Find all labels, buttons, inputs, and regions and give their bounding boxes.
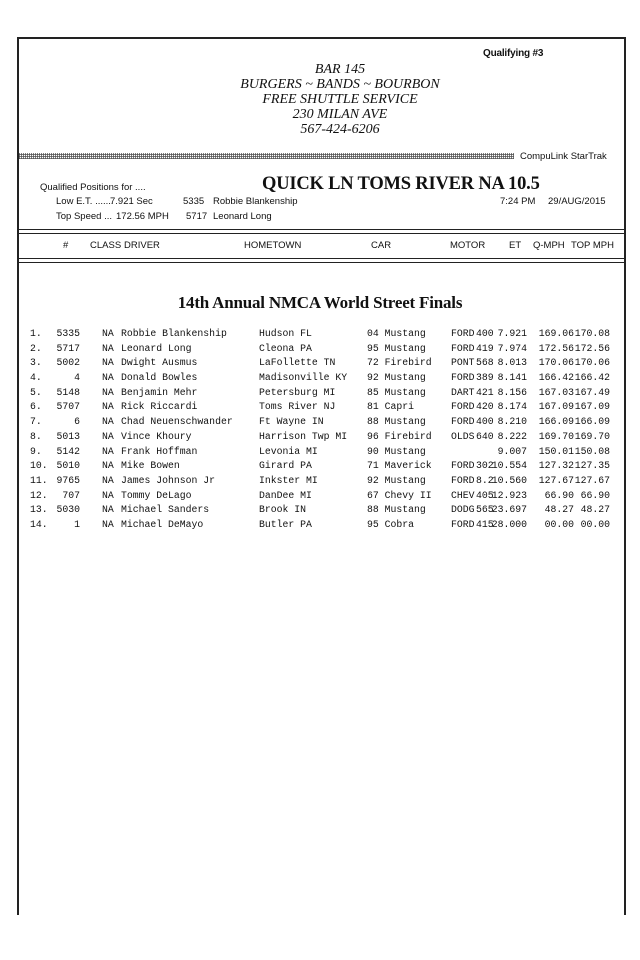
cell-car: 92 Mustang [367,372,426,384]
cell-qmph: 167.03 [538,386,574,398]
cell-top-mph: 170.06 [574,357,610,369]
cell-car: 88 Mustang [367,416,426,428]
sponsor-line: FREE SHUTTLE SERVICE [262,92,418,107]
table-row [0,342,640,357]
cell-qmph: 167.09 [538,401,574,413]
cell-car-number: 5030 [56,504,80,516]
cell-top-mph: 169.70 [574,430,610,442]
cell-driver: Benjamin Mehr [121,386,198,398]
cell-driver: Robbie Blankenship [121,328,227,339]
cell-motor-ci: 405 [476,489,494,501]
table-row [0,356,640,371]
cell-hometown: DanDee MI [259,489,312,501]
cell-qmph: 150.01 [538,445,574,457]
cell-motor-make: OLDS [451,430,475,442]
table-row [0,459,640,474]
col-header-hometown: HOMETOWN [244,240,302,251]
cell-position: 8. [30,430,42,442]
cell-class: NA [102,460,114,472]
cell-motor-ci: 568 [476,357,494,369]
cell-qmph: 166.09 [538,416,574,428]
cell-class: NA [102,445,114,457]
cell-motor-make: FORD [451,474,475,486]
cell-top-mph: 166.09 [574,416,610,428]
cell-hometown: Butler PA [259,518,312,530]
cell-qmph: 172.56 [538,342,574,354]
sponsor-line: 567-424-6206 [300,122,380,137]
col-header-et: ET [509,240,522,251]
top-speed-driver: Leonard Long [213,211,272,222]
table-row [0,445,640,460]
cell-car-number: 5707 [56,401,80,413]
cell-car: 95 Mustang [367,342,426,354]
table-row [0,327,640,342]
cell-car: 92 Mustang [367,474,426,486]
section-title: 14th Annual NMCA World Street Finals [177,293,463,312]
cell-car-number: 5335 [56,328,80,339]
cell-top-mph: 48.27 [580,504,610,516]
cell-driver: Michael DeMayo [121,518,204,530]
cell-driver: Mike Bowen [121,460,180,472]
cell-car: 96 Firebird [367,430,432,442]
table-row [0,386,640,401]
cell-et: 8.174 [497,401,527,413]
cell-position: 12. [30,489,48,501]
cell-top-mph: 167.09 [574,401,610,413]
cell-hometown: Hudson FL [259,328,312,339]
col-header-qmph: Q-MPH [533,240,565,251]
col-header-top-mph: TOP MPH [571,240,614,251]
cell-motor-ci: 420 [476,401,494,413]
cell-driver: Frank Hoffman [121,445,198,457]
cell-top-mph: 127.35 [574,460,610,472]
cell-car: 71 Maverick [367,460,432,472]
cell-class: NA [102,342,114,354]
cell-top-mph: 66.90 [580,489,610,501]
header-rule [19,258,624,259]
cell-et: 12.923 [491,489,527,501]
time-stamp: 7:24 PM [500,196,536,207]
cell-car: 95 Cobra [367,518,415,530]
cell-motor-make: DART [451,386,475,398]
cell-hometown: Girard PA [259,460,312,472]
low-et-label: Low E.T. ....... [56,196,114,207]
col-header-driver: DRIVER [124,240,160,251]
top-speed-label: Top Speed ... [56,211,112,222]
cell-position: 5. [30,386,42,398]
cell-position: 2. [30,342,42,354]
cell-car-number: 9765 [56,474,80,486]
cell-class: NA [102,518,114,530]
cell-et: 10.560 [491,474,527,486]
header-rule [19,229,624,230]
cell-motor-ci: 421 [476,386,494,398]
cell-motor-ci: 8.2 [476,474,494,486]
top-speed-number: 5717 [186,211,208,222]
cell-hometown: Inkster MI [259,474,318,486]
cell-car-number: 707 [62,489,80,501]
cell-car-number: 5010 [56,460,80,472]
cell-position: 13. [30,504,48,516]
cell-position: 1. [30,328,42,339]
cell-driver: Donald Bowles [121,372,198,384]
cell-motor-ci: 419 [476,342,494,354]
cell-top-mph: 127.67 [574,474,610,486]
cell-class: NA [102,416,114,428]
cell-motor-make: FORD [451,416,475,428]
cell-motor-ci: 640 [476,430,494,442]
cell-position: 14. [30,518,48,530]
cell-motor-ci: 400 [476,328,494,339]
cell-driver: Leonard Long [121,342,192,354]
cell-car: 85 Mustang [367,386,426,398]
cell-et: 23.697 [491,504,527,516]
cell-driver: Rick Riccardi [121,401,198,413]
cell-top-mph: 166.42 [574,372,610,384]
cell-qmph: 127.32 [538,460,574,472]
cell-top-mph: 172.56 [574,342,610,354]
cell-hometown: Brook IN [259,504,307,516]
sponsor-line: BURGERS ~ BANDS ~ BOURBON [240,77,440,92]
cell-qmph: 169.70 [538,430,574,442]
table-row [0,489,640,504]
cell-car: 04 Mustang [367,328,426,339]
cell-driver: Vince Khoury [121,430,192,442]
cell-qmph: 169.06 [538,328,574,339]
header-rule [19,233,624,234]
cell-class: NA [102,489,114,501]
cell-et: 9.007 [497,445,527,457]
cell-class: NA [102,357,114,369]
low-et-value: 7.921 Sec [110,196,153,207]
cell-car-number: 5013 [56,430,80,442]
cell-motor-make: FORD [451,460,475,472]
cell-top-mph: 00.00 [580,518,610,530]
cell-car-number: 6 [74,416,80,428]
cell-qmph: 170.06 [538,357,574,369]
cell-hometown: Madisonville KY [259,372,348,384]
low-et-driver: Robbie Blankenship [213,196,298,207]
cell-position: 7. [30,416,42,428]
cell-driver: Chad Neuenschwander [121,416,233,428]
cell-et: 28.000 [491,518,527,530]
cell-et: 7.921 [497,328,527,339]
cell-et: 8.156 [497,386,527,398]
cell-motor-make: PONT [451,357,475,369]
cell-et: 8.222 [497,430,527,442]
table-row [0,474,640,489]
cell-class: NA [102,430,114,442]
cell-class: NA [102,401,114,413]
cell-driver: Dwight Ausmus [121,357,198,369]
top-speed-value: 172.56 MPH [116,211,169,222]
cell-driver: Michael Sanders [121,504,210,516]
cell-car-number: 5142 [56,445,80,457]
cell-class: NA [102,372,114,384]
cell-motor-make: FORD [451,401,475,413]
cell-hometown: Harrison Twp MI [259,430,348,442]
table-row [0,518,640,533]
cell-hometown: LaFollette TN [259,357,336,369]
cell-class: NA [102,474,114,486]
cell-class: NA [102,504,114,516]
cell-position: 10. [30,460,48,472]
table-row [0,503,640,518]
cell-motor-make: CHEV [451,489,475,501]
cell-motor-make: DODG [451,504,475,516]
cell-et: 8.210 [497,416,527,428]
cell-hometown: Cleona PA [259,342,312,354]
table-row [0,400,640,415]
cell-et: 8.013 [497,357,527,369]
cell-position: 11. [30,474,48,486]
cell-motor-make: FORD [451,518,475,530]
cell-motor-make: FORD [451,372,475,384]
cell-car: 81 Capri [367,401,415,413]
cell-qmph: 66.90 [544,489,574,501]
cell-hometown: Petersburg MI [259,386,336,398]
qualified-positions-label: Qualified Positions for .... [40,182,146,193]
col-header-class: CLASS [90,240,122,251]
col-header-motor: MOTOR [450,240,486,251]
cell-motor-ci: 400 [476,416,494,428]
col-header-number: # [63,240,69,251]
frame-top-border [17,37,626,39]
table-row [0,415,640,430]
col-header-car: CAR [371,240,392,251]
low-et-number: 5335 [183,196,205,207]
cell-motor-ci: 389 [476,372,494,384]
cell-motor-ci: 565 [476,504,494,516]
cell-et: 8.141 [497,372,527,384]
cell-motor-ci: 415 [476,518,494,530]
cell-et: 7.974 [497,342,527,354]
cell-car: 72 Firebird [367,357,432,369]
cell-car-number: 5002 [56,357,80,369]
date-stamp: 29/AUG/2015 [548,196,606,207]
cell-driver: James Johnson Jr [121,474,216,486]
cell-driver: Tommy DeLago [121,489,192,501]
cell-car-number: 4 [74,372,80,384]
cell-position: 4. [30,372,42,384]
cell-qmph: 127.67 [538,474,574,486]
cell-top-mph: 170.08 [574,328,610,339]
cell-qmph: 166.42 [538,372,574,384]
cell-position: 6. [30,401,42,413]
cell-motor-make: FORD [451,328,475,339]
qualifying-label: Qualifying #3 [483,48,544,59]
cell-top-mph: 150.08 [574,445,610,457]
cell-qmph: 48.27 [544,504,574,516]
cell-car: 90 Mustang [367,445,426,457]
cell-position: 9. [30,445,42,457]
cell-et: 10.554 [491,460,527,472]
header-rule [19,262,624,263]
cell-hometown: Levonia MI [259,445,318,457]
cell-motor-make: FORD [451,342,475,354]
cell-car: 88 Mustang [367,504,426,516]
cell-top-mph: 167.49 [574,386,610,398]
cell-car-number: 5148 [56,386,80,398]
cell-position: 3. [30,357,42,369]
cell-hometown: Toms River NJ [259,401,336,413]
cell-hometown: Ft Wayne IN [259,416,324,428]
event-title: QUICK LN TOMS RIVER NA 10.5 [262,174,540,194]
dotted-separator [19,153,514,159]
cell-class: NA [102,386,114,398]
cell-qmph: 00.00 [544,518,574,530]
cell-car-number: 5717 [56,342,80,354]
sponsor-line: 230 MILAN AVE [292,107,388,122]
sponsor-line: BAR 145 [314,62,366,77]
table-row [0,430,640,445]
table-row [0,371,640,386]
compulink-label: CompuLink StarTrak [520,151,607,162]
cell-class: NA [102,328,114,339]
cell-motor-ci: 302 [476,460,494,472]
results-table [0,327,640,533]
cell-car-number: 1 [74,518,80,530]
cell-car: 67 Chevy II [367,489,432,501]
